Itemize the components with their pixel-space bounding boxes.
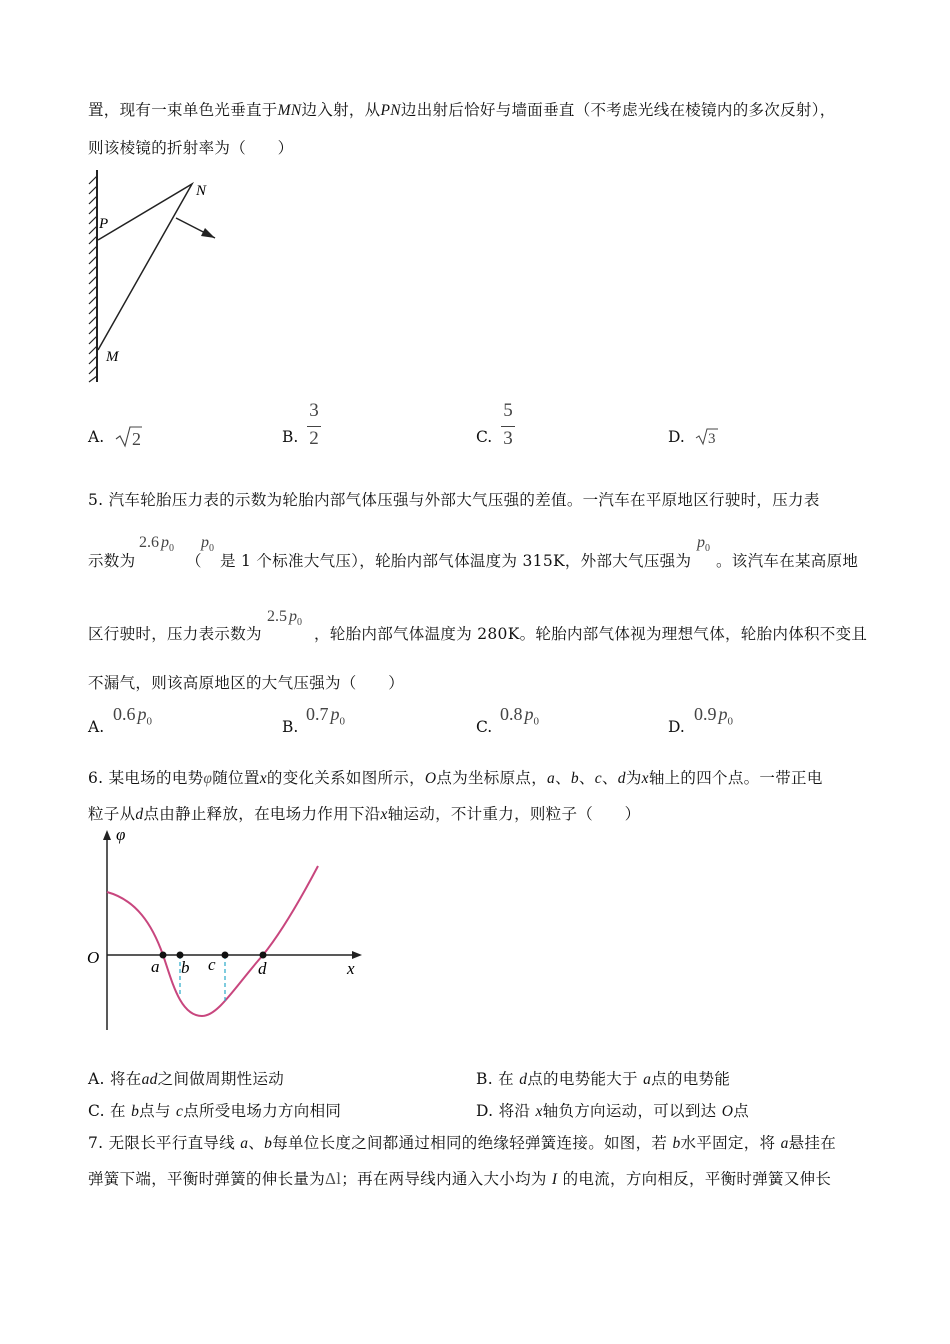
q5-line-4: 不漏气，则该高原地区的大气压强为（ ） <box>88 674 405 692</box>
q6-option-d[interactable]: D. 将沿 x轴负方向运动，可以到达 O点 <box>476 1102 750 1120</box>
q6-line-2: 粒子从d点由静止释放，在电场力作用下沿x轴运动，不计重力，则粒子（ ） <box>88 805 641 823</box>
q4-option-b[interactable]: B. <box>282 428 299 446</box>
point-d <box>260 952 267 959</box>
phi-curve <box>107 866 318 1016</box>
q6-line-1: 6. 某电场的电势φ随位置x的变化关系如图所示，O点为坐标原点，a、b、c、d为x轴上的四个点。一带正电 <box>88 769 823 787</box>
q4-c-num: 5 <box>503 400 513 421</box>
q4-option-a[interactable]: A. <box>88 428 105 446</box>
point-c <box>222 952 229 959</box>
y-axis-arrow-icon <box>103 830 111 840</box>
q6-option-a[interactable]: A. 将在ad之间做周期性运动 <box>88 1070 285 1088</box>
potential-graph <box>84 826 374 1036</box>
label-m: M <box>106 349 119 365</box>
label-c: c <box>208 955 216 974</box>
q7-line-1: 7. 无限长平行直导线 a、b每单位长度之间都通过相同的绝缘轻弹簧连接。如图，若 b水平固定，将 a悬挂在 <box>88 1134 837 1152</box>
prism-outline <box>98 184 192 350</box>
arrow-icon <box>201 228 215 238</box>
q5-val-2p5: 2.5 $p_0$ <box>267 608 302 629</box>
label-b: b <box>181 958 190 977</box>
label-p: P <box>99 216 109 232</box>
q5-option-d[interactable]: D. <box>668 718 685 736</box>
q5-line-2: 示数为 <box>88 552 136 570</box>
q6-option-c[interactable]: C. 在 b点与 c点所受电场力方向相同 <box>88 1102 342 1120</box>
q7-line-2: 弹簧下端，平衡时弹簧的伸长量为Δl；再在两导线内通入大小均为 I 的电流，方向相反，平衡时弹簧又伸长 <box>88 1169 832 1188</box>
point-a <box>160 952 167 959</box>
prism-figure <box>84 168 234 384</box>
q4-c-den: 3 <box>503 428 513 449</box>
label-n: N <box>196 183 207 199</box>
q4-line-2: 则该棱镜的折射率为（ ） <box>88 139 294 157</box>
svg-text:2: 2 <box>132 429 141 449</box>
label-d: d <box>258 959 267 978</box>
q4-b-num: 3 <box>309 400 319 421</box>
q4-b-den: 2 <box>309 428 319 449</box>
q4-option-c[interactable]: C. <box>476 428 493 446</box>
y-label: φ <box>116 826 126 844</box>
x-label: x <box>347 959 355 978</box>
q4-option-d[interactable]: D. <box>668 428 685 446</box>
q5-line-3: 区行驶时，压力表示数为 <box>88 625 262 643</box>
q5-p0-2: $p_0$ <box>697 534 710 555</box>
q6-option-b[interactable]: B. 在 d点的电势能大于 a点的电势能 <box>476 1070 731 1088</box>
origin-label: O <box>87 948 100 967</box>
fraction-bar <box>307 426 321 427</box>
label-a: a <box>151 957 160 976</box>
q5-option-c[interactable]: C. <box>476 718 493 736</box>
fraction-bar <box>501 426 515 427</box>
q5-option-a[interactable]: A. <box>88 718 105 736</box>
q5-p0: $p_0$ <box>201 534 214 555</box>
sqrt-icon <box>694 426 722 448</box>
q5-line-1: 5. 汽车轮胎压力表的示数为轮胎内部气体压强与外部大气压强的差值。一汽车在平原地区行驶时，压力表 <box>88 491 820 509</box>
svg-text:3: 3 <box>708 431 716 447</box>
q4-line-1: 置，现有一束单色光垂直于MN边入射，从PN边出射后恰好与墙面垂直（不考虑光线在棱镜内的多次反射）， <box>88 101 836 119</box>
sqrt-icon <box>114 424 144 450</box>
q5-val-2p6: 2.6 $p_0$ <box>139 534 174 555</box>
q5-option-b[interactable]: B. <box>282 718 299 736</box>
x-axis-arrow-icon <box>352 951 362 959</box>
